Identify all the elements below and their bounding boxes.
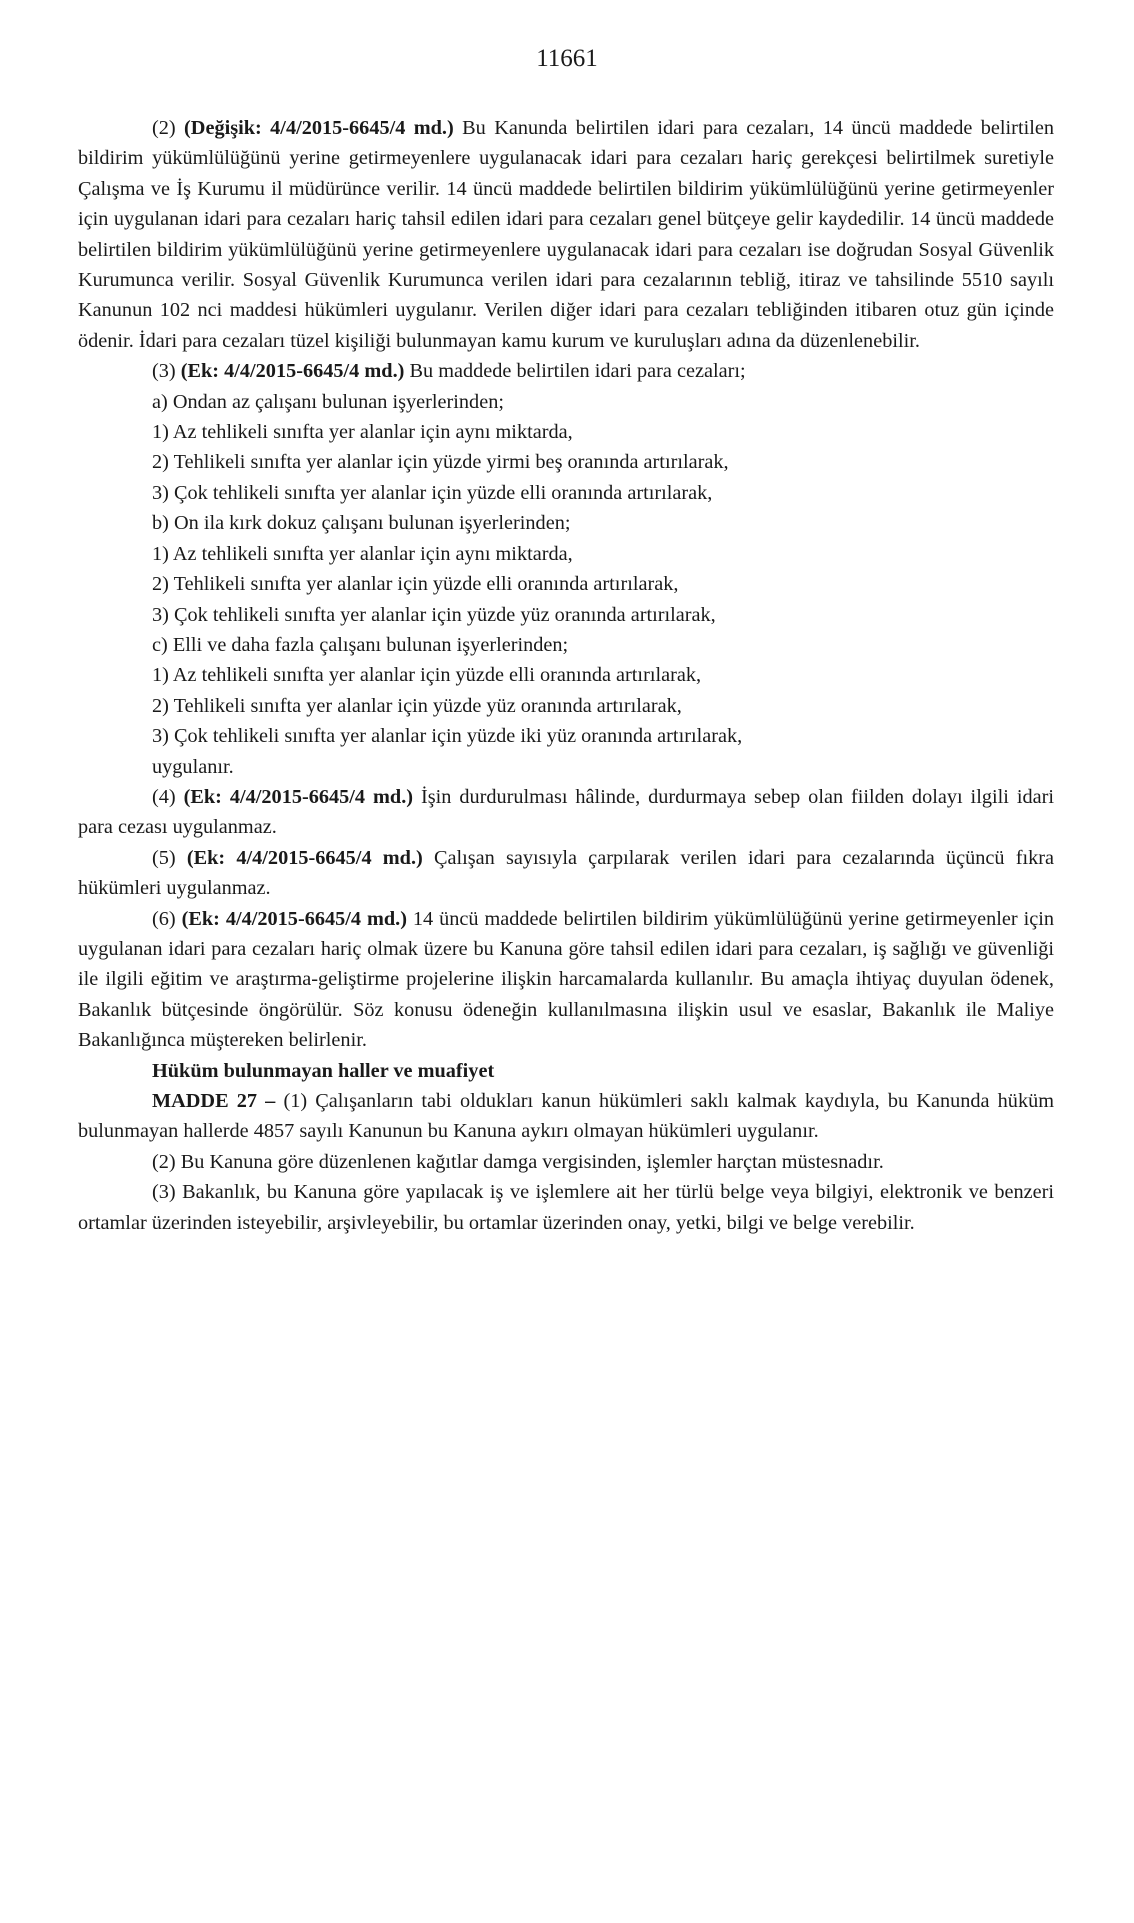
list-item: 2) Tehlikeli sınıfta yer alanlar için yüzde yirmi beş oranında artırılarak, bbox=[152, 451, 729, 474]
amendment-tag: (Ek: 4/4/2015-6645/4 md.) bbox=[183, 785, 414, 808]
paragraph-text: Bu Kanunda belirtilen idari para cezaları, 14 üncü maddede belirtilen bildirim yükümlülüğünü yerine getirmeyenlere uygulanacak idari para cezaları hariç gerekçesi belirtilmek suretiyle Çalışma ve İş Kurumu il müdürünce verilir. 14 üncü maddede belirtilen bildirim yükümlülüğünü yerine getirmeyenler için uygulanan idari para cezaları hariç tahsil edilen idari para cezaları genel bütçeye gelir kaydedilir. 14 üncü maddede belirtilen bildirim yükümlülüğünü yerine getirmeyenlere uygulanacak idari para cezaları ise doğrudan Sosyal Güvenlik Kurumunca verilir. Sosyal Güvenlik Kurumunca verilen idari para cezalarının tebliğ, itiraz ve tahsilinde 5510 sayılı Kanunun 102 nci maddesi hükümleri uygulanır. Verilen diğer idari para cezaları tebliğinden itibaren otuz gün içinde ödenir. İdari para cezaları tüzel kişiliği bulunmayan kamu kurum ve kuruluşları adına da düzenlenebilir. bbox=[78, 117, 1054, 352]
paragraph-3 bbox=[78, 356, 1054, 386]
list-item: 1) Az tehlikeli sınıfta yer alanlar için yüzde elli oranında artırılarak, bbox=[152, 664, 702, 687]
list-item: a) Ondan az çalışanı bulunan işyerlerinden; bbox=[152, 390, 504, 413]
paragraph-text: İşin durdurulması hâlinde, durdurmaya sebep olan fiilden dolayı ilgili idari para cezası uygulanmaz. bbox=[78, 785, 1054, 839]
list-item: c) Elli ve daha fazla çalışanı bulunan işyerlerinden; bbox=[152, 633, 569, 656]
amendment-tag: (Değişik: 4/4/2015-6645/4 md.) bbox=[184, 117, 454, 139]
list-item: 3) Çok tehlikeli sınıfta yer alanlar için yüzde yüz oranında artırılarak, bbox=[152, 603, 716, 626]
paragraph-5 bbox=[78, 843, 1054, 904]
paragraph-text: Bu maddede belirtilen idari para cezaları; bbox=[404, 360, 746, 383]
paragraph-number: (2) bbox=[152, 117, 176, 139]
article-label: MADDE 27 – bbox=[152, 1090, 276, 1112]
list-item: 2) Tehlikeli sınıfta yer alanlar için yüzde yüz oranında artırılarak, bbox=[152, 694, 682, 717]
amendment-tag: (Ek: 4/4/2015-6645/4 md.) bbox=[181, 907, 407, 930]
paragraph-number: (4) bbox=[152, 785, 176, 808]
paragraph-number: (3) bbox=[152, 360, 176, 383]
amendment-tag: (Ek: 4/4/2015-6645/4 md.) bbox=[186, 846, 423, 869]
paragraph-text: 14 üncü maddede belirtilen bildirim yükümlülüğünü yerine getirmeyenler için uygulanan idari para cezaları hariç olmak üzere bu Kanuna göre tahsil edilen idari para cezaları, iş sağlığı ve güvenliği ile ilgili eğitim ve araştırma-geliştirme projelerine ilişkin harcamalarda kullanılır. Bu amaçla ihtiyaç duyulan ödenek, Bakanlık bütçesinde öngörülür. Söz konusu ödeneğin kullanılmasına ilişkin usul ve esaslar, Bakanlık ile Maliye Bakanlığınca müştereken belirlenir. bbox=[78, 907, 1054, 1052]
paragraph-6 bbox=[78, 904, 1054, 1056]
paragraph-text: Çalışan sayısıyla çarpılarak verilen idari para cezalarında üçüncü fıkra hükümleri uygulanmaz. bbox=[78, 846, 1054, 900]
article-27-paragraph-3: (3) Bakanlık, bu Kanuna göre yapılacak iş ve işlemlere ait her türlü belge veya bilgiyi, elektronik ve benzeri ortamlar üzerinden isteyebilir, arşivleyebilir, bu ortamlar üzerinden onay, yetki, bilgi ve belge verebilir. bbox=[78, 1181, 1054, 1234]
paragraph-4 bbox=[78, 782, 1054, 843]
list-item: uygulanır. bbox=[152, 755, 234, 778]
paragraph-number: (5) bbox=[152, 846, 176, 869]
section-heading: Hüküm bulunmayan haller ve muafiyet bbox=[152, 1059, 495, 1082]
list-item: 1) Az tehlikeli sınıfta yer alanlar için aynı miktarda, bbox=[152, 421, 573, 444]
penalty-list bbox=[78, 387, 1054, 782]
paragraph-number: (6) bbox=[152, 907, 176, 930]
list-item: 3) Çok tehlikeli sınıfta yer alanlar için yüzde elli oranında artırılarak, bbox=[152, 481, 713, 504]
article-text: (1) Çalışanların tabi oldukları kanun hükümleri saklı kalmak kaydıyla, bu Kanunda hüküm bulunmayan hallerde 4857 sayılı Kanunun bu Kanuna aykırı olmayan hükümleri uygulanır. bbox=[78, 1090, 1055, 1143]
list-item: 2) Tehlikeli sınıfta yer alanlar için yüzde elli oranında artırılarak, bbox=[152, 573, 679, 596]
amendment-tag: (Ek: 4/4/2015-6645/4 md.) bbox=[180, 360, 405, 383]
article-27 bbox=[78, 1086, 1054, 1147]
page-number: 11661 bbox=[536, 45, 598, 72]
paragraph-2 bbox=[78, 113, 1054, 356]
page-content bbox=[78, 113, 1054, 1238]
list-item: 3) Çok tehlikeli sınıfta yer alanlar için yüzde iki yüz oranında artırılarak, bbox=[152, 725, 743, 748]
list-item: b) On ila kırk dokuz çalışanı bulunan işyerlerinden; bbox=[152, 512, 571, 535]
article-27-paragraph-2: (2) Bu Kanuna göre düzenlenen kağıtlar damga vergisinden, işlemler harçtan müstesnadır. bbox=[152, 1150, 884, 1173]
list-item: 1) Az tehlikeli sınıfta yer alanlar için aynı miktarda, bbox=[152, 542, 573, 565]
